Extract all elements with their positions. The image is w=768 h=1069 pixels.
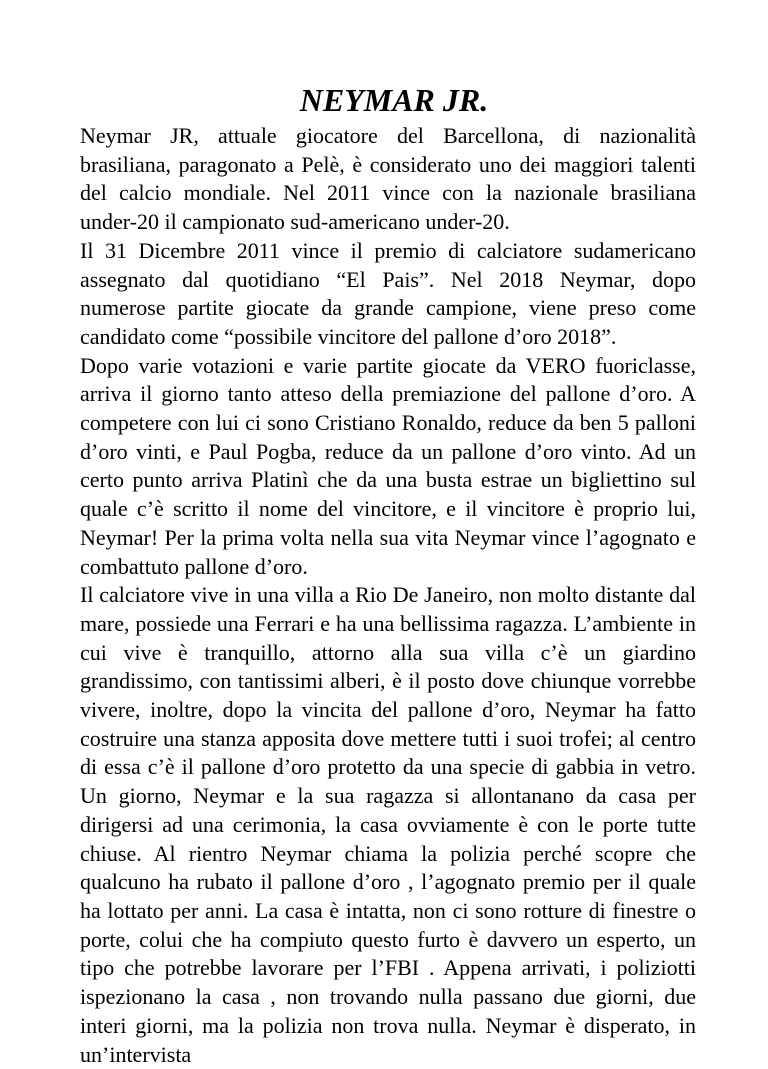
document-page bbox=[80, 78, 696, 1069]
paragraph-4: Il calciatore vive in una villa a Rio De Janeiro, non molto distante dal mare, possiede una Ferrari e ha una bellissima ragazza. L’ambiente in cui vive è tranquillo, attorno alla sua villa c’è un giardino grandissimo, con tantissimi alberi, è il posto dove chiunque vorrebbe vivere, inoltre, dopo la vincita del pallone d’oro, Neymar ha fatto costruire una stanza apposita dove mettere tutti i suoi trofei; al centro di essa c’è il pallone d’oro protetto da una specie di gabbia in vetro. Un giorno, Neymar e la sua ragazza si allontanano da casa per dirigersi ad una cerimonia, la casa ovviamente è con le porte tutte chiuse. Al rientro Neymar chiama la polizia perché scopre che qualcuno ha rubato il pallone d’oro , l’agognato premio per il quale ha lottato per anni. La casa è intatta, non ci sono rotture di finestre o porte, colui che ha compiuto questo furto è davvero un esperto, un tipo che potrebbe lavorare per l’FBI . Appena arrivati, i poliziotti ispezionano la casa , non trovando nulla passano due giorni, due interi giorni, ma la polizia non trova nulla. Neymar è disperato, in un’intervista bbox=[80, 582, 696, 1067]
paragraph-2: Il 31 Dicembre 2011 vince il premio di calciatore sudamericano assegnato dal quotidiano “El Pais”. Nel 2018 Neymar, dopo numerose partite giocate da grande campione, viene preso come candidato come “possibile vincitore del pallone d’oro 2018”. bbox=[80, 237, 696, 349]
paragraph-1: Neymar JR, attuale giocatore del Barcellona, di nazionalità brasiliana, paragonato a Pelè, è considerato uno dei maggiori talenti del calcio mondiale. Nel 2011 vince con la nazionale brasiliana under-20 il campionato sud-americano under-20. bbox=[80, 123, 696, 235]
paragraph-3: Dopo varie votazioni e varie partite giocate da VERO fuoriclasse, arriva il giorno tanto atteso della premiazione del pallone d’oro. A competere con lui ci sono Cristiano Ronaldo, reduce da ben 5 palloni d’oro vinti, e Paul Pogba, reduce da un pallone d’oro vinto. Ad un certo punto arriva Platinì che da una busta estrae un bigliettino sul quale c’è scritto il nome del vincitore, e il vincitore è proprio lui, Neymar! Per la prima volta nella sua vita Neymar vince l’agognato e combattuto pallone d’oro. bbox=[80, 352, 696, 579]
document-title: NEYMAR JR. bbox=[299, 82, 489, 118]
